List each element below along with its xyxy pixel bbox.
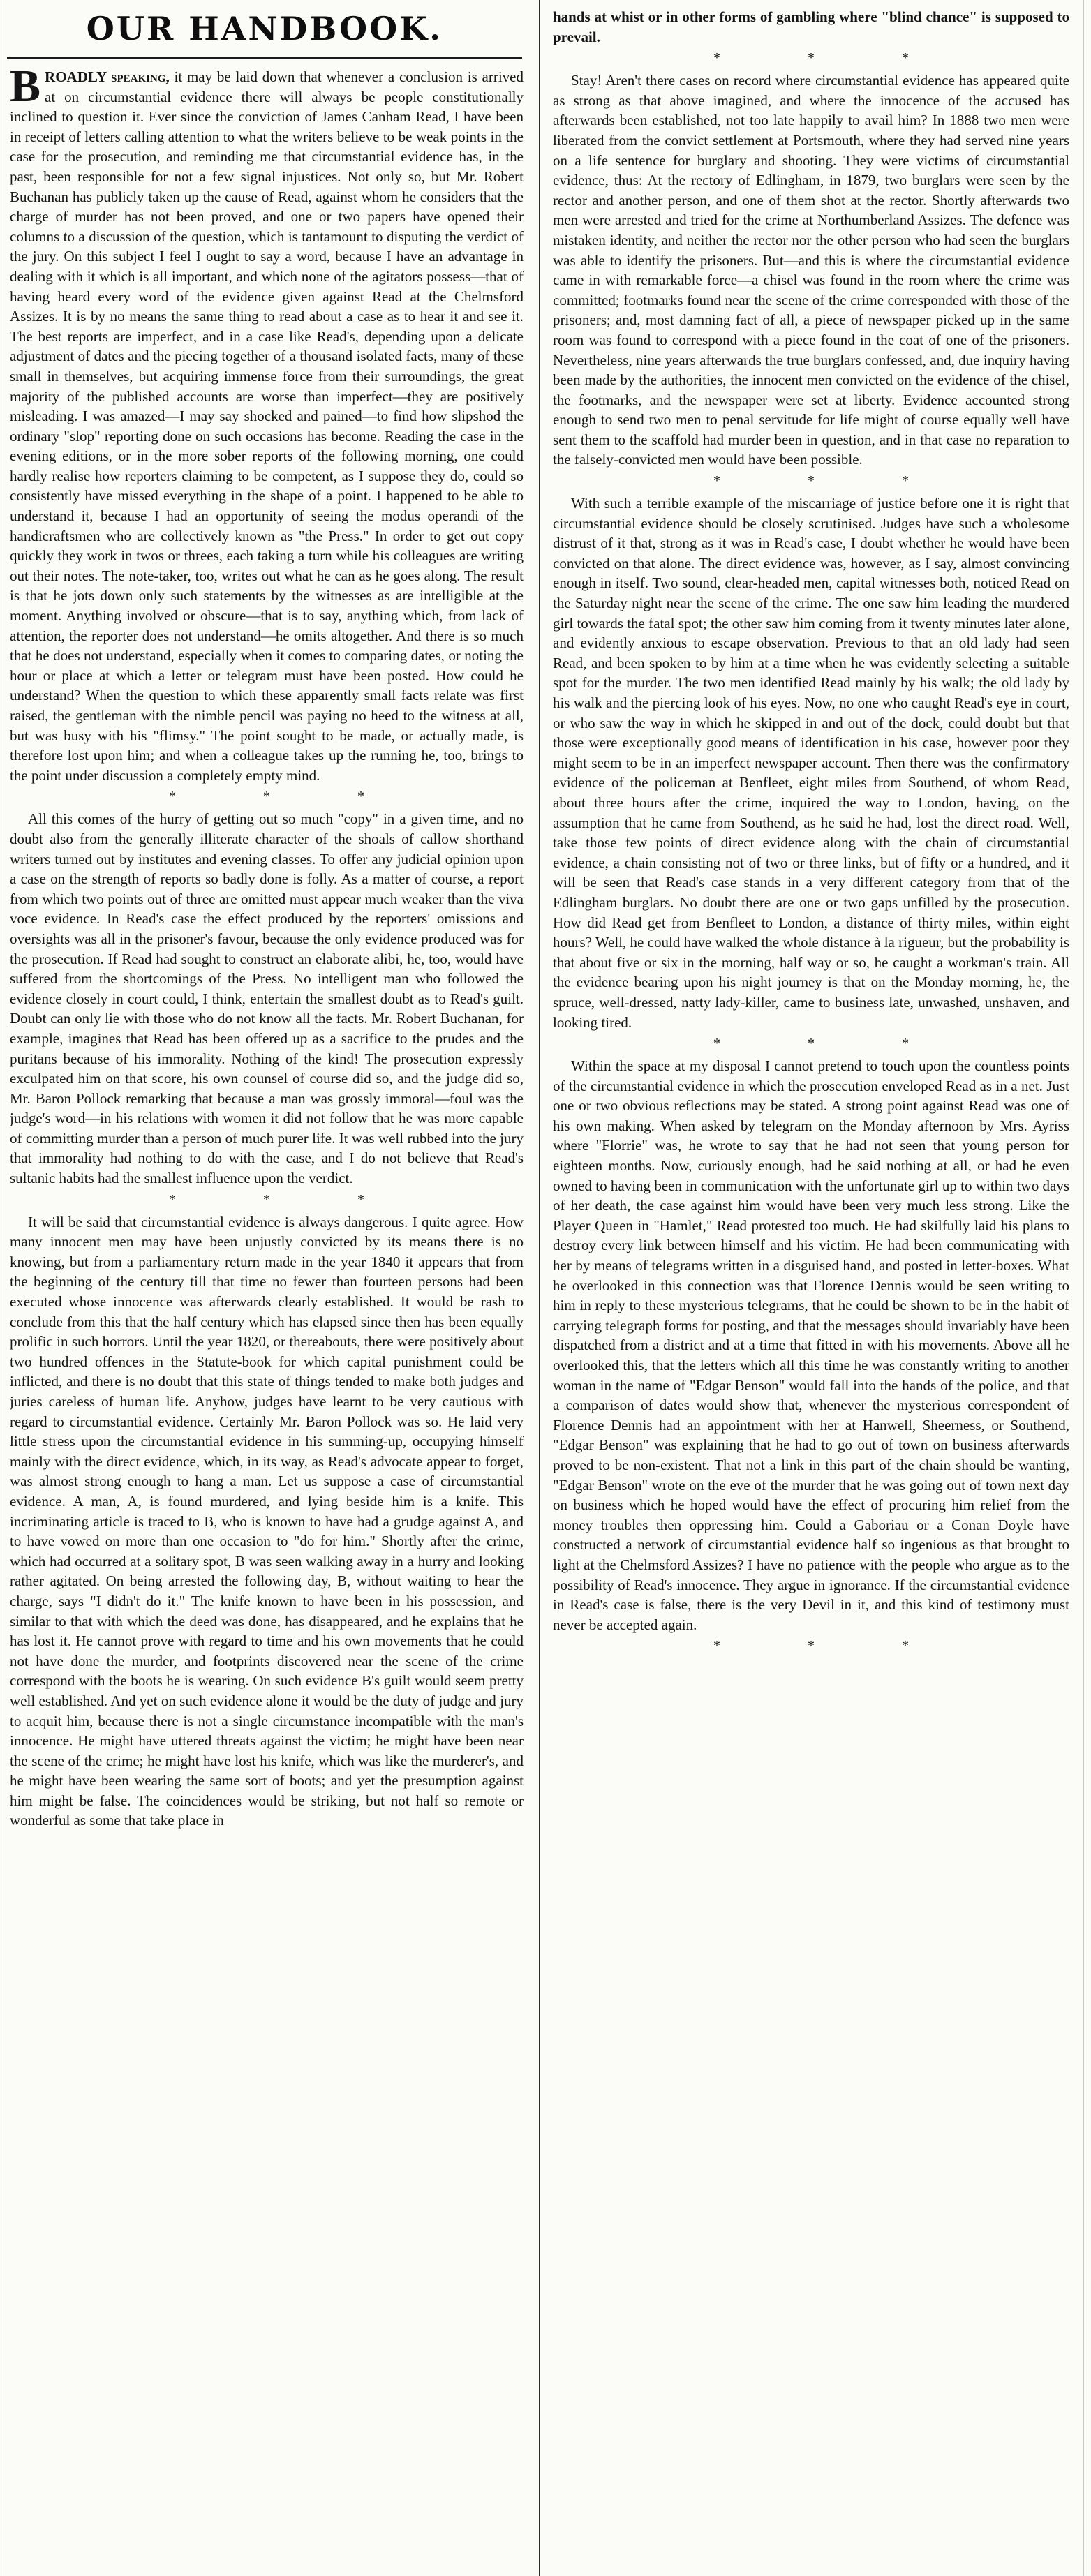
paragraph-1-body: it may be laid down that whenever a conclusion is arrived at on circumstantial evidence there will always be people constitutionally inclined to question it. Ever since the conviction of James Canham Read, I have been in receipt of letters calling attention to what the writers believe to be weak points in the case for the prosecution, and reminding me that circumstantial evidence has, in the past, been responsible for not a few signal injustices. Not only so, but Mr. Robert Buchanan has publicly taken up the cause of Read, against whom he considers that the charge of murder has not been proved, and one or two papers have opened their columns to a discussion of the question, which is tantamount to disputing the verdict of the jury. On this subject I feel I ought to say a word, because I have an advantage in dealing with it which is all important, and which none of the agitators possess—that of having heard every word of the evidence given against Read at the Chelmsford Assizes. It is by no means the same thing to read about a case as to hear it and see it. The best reports are imperfect, and in a case like Read's, depending upon a delicate adjustment of dates and the piecing together of a thousand isolated facts, many of these small in themselves, but acquiring immense force from their surroundings, the great majority of the published accounts are worse than imperfect—they are positively misleading. I was amazed—I may say shocked and pained—to find how slipshod the ordinary "slop" reporting done on such occasions has become. Reading the case in the evening editions, or in the more sober reports of the following morning, one could hardly realise how reporters claiming to be competent, as I suppose they do, could so consistently have missed everything in the shape of a point. I happened to be able to understand it, because I had an opportunity of seeing the modus operandi of the handicraftsmen who are collectively known as "the Press." In order to get out copy quickly they work in twos or threes, each taking a turn while his colleagues are writing out their notes. The note-taker, too, writes out what he can as he goes along. The result is that he jots down only such statements by the witnesses as are intelligible at the moment. Anything involved or obscure—that is to say, anything which, from lack of attention, the reporter does not understand—he omits altogether. And there is so much that he does not understand, especially when it comes to comparing dates, or noting the hour or place at which a letter or telegram must have been posted. How could he understand? When the question to which these apparently small facts relate was first raised, the gentleman with the nimble pencil was paying no heed to the witness at all, but was busy with his "flimsy." The point sought to be made, or actually made, is therefore lost upon him; and when a colleague takes up the running he, too, brings to the point under discussion a completely empty mind. [10,68,524,784]
paragraph-6: Within the space at my disposal I cannot pretend to touch upon the countless points of the circumstantial evidence in which the prosecution enveloped Read as in a net. Just one or two obvious reflections may be stated. A strong point against Read was one of his own making. When asked by telegram on the Monday afternoon by Mrs. Ayriss where "Florrie" was, he wrote to say that he had not seen that young person for eighteen months. Now, curiously enough, had he said nothing at all, or had he even owned to having been in communication with the unfortunate girl up to within two days of her death, the case against him would have been very much less strong. Like the Player Queen in "Hamlet," Read protested too much. He had skilfully laid his plans to destroy every link between himself and his victim. He had been communicating with her by means of telegrams written in a disguised hand, and posted in letter-boxes. What he overlooked in this connection was that Florence Dennis would be seen writing to him in reply to these mysterious telegrams, that he could be shown to be in the habit of carrying telegraph forms for posting, and that the messages should invariably have been dispatched from a district and at a time that fitted in with his movements. Above all he overlooked this, that the letters which all this time he was constantly writing to another woman in the name of "Edgar Benson" would fall into the hands of the police, and that a comparison of dates would show that, whenever the mysterious correspondent of Florence Dennis had an appointment with her at Hanwell, Sheerness, or Southend, "Edgar Benson" was explaining that he had to go out of town on business afterwards proved to be non-existent. That not a link in this part of the chain should be wanting, "Edgar Benson" wrote on the eve of the murder that he was going out of town next day on business which he hoped would have the effect of procuring him relief from the money troubles then oppressing him. Could a Gaboriau or a Conan Doyle have constructed a network of circumstantial evidence half so ingenious as that brought to light at the Chelmsford Assizes? I have no patience with the people who argue as to the possibility of Read's innocence. They argue in ignorance. If the circumstantial evidence in Read's case is false, there is the very Devil in it, and this kind of testimony must never be accepted again. [553,1057,1069,1633]
page-title: OUR HANDBOOK. [86,10,443,47]
paragraph-2: All this comes of the hurry of getting out so much "copy" in a given time, and no doubt also from the generally illiterate character of the shoals of callow shorthand writers turned out by institutes and evening classes. To offer any judicial opinion upon a case on the strength of reports so badly done is folly. As a matter of course, a report from which two points out of three are omitted must appear much weaker than the viva voce evidence. In Read's case the effect produced by the reporters' omissions and oversights was all in the prisoner's favour, because the only evidence produced was for the prosecution. If Read had sought to construct an elaborate alibi, he, too, would have suffered from the shortcomings of the Press. No intelligent man who followed the evidence closely in court could, I think, entertain the smallest doubt as to Read's guilt. Doubt can only lie with those who do not know all the facts. Mr. Robert Buchanan, for example, imagines that Read has been offered up as a sacrifice to the prudes and the puritans because of his immorality. Nothing of the kind! The prosecution expressly exculpated him on that score, his own counsel of course did so, and the judge did so, Mr. Baron Pollock remarking that because a man was grossly immoral—foul was the judge's word—in his relations with women it did not follow that he was more capable of committing murder than a person of much purer life. It was well rubbed into the jury that immorality had nothing to do with the case, and I do not believe that Read's sultanic habits had the smallest influence upon the verdict. [10,810,524,1187]
right-column [553,7,1069,2572]
section-separator-5: * * * [713,1036,951,1052]
paragraph-1 [10,67,524,785]
paragraph-5: With such a terrible example of the miscarriage of justice before one it is right that circumstantial evidence should be closely scrutinised. Judges have such a wholesome distrust of it that, strong as it was in Read's case, I doubt whether he would have been convicted on that alone. The direct evidence was, however, as I say, almost convincing enough in itself. Two sound, clear-headed men, capital witnesses both, noticed Read on the Saturday night near the scene of the crime. The one saw him leading the murdered girl towards the fatal spot; the other saw him coming from it twenty minutes later alone, and evidently anxious to escape observation. Previous to that an old lady had seen Read, and been spoken to by him at a time when he was evidently selecting a suitable spot for the murder. The two men identified Read mainly by his walk; the old lady by his walk and the piercing look of his eyes. Now, no one who caught Read's eye in court, or who saw the way in which he skipped in and out of the dock, could doubt but that those were exceptionally good means of identification in his case, however poor they might seem to be in an imperfect newspaper account. Then there was the confirmatory evidence of the policeman at Benfleet, eight miles from Southend, of whom Read, about three hours after the crime, inquired the way to London, having, on the assumption that he came from Southend, as he said he had, lost the direct road. Well, take those few points of direct evidence along with the chain of circumstantial evidence, a chain consisting not of two or three links, but of fifty or a hundred, and it will be seen that Read's case stands in a very different category from that of the Edlingham burglars. No doubt there are one or two gaps unfilled by the prosecution. How did Read get from Benfleet to London, a distance of thirty miles, within eight hours? Well, he could have walked the whole distance à la rigueur, but the probability is that about five or six in the morning, half way or so, he caught a workman's train. All the evidence bearing upon his night journey is that on the Monday morning, he, the spruce, well-dressed, natty lady-killer, came to business late, unwashed, unshaven, and looking tired. [553,495,1069,1031]
section-separator-3: * * * [713,50,951,66]
paragraph-3: It will be said that circumstantial evidence is always dangerous. I quite agree. How many innocent men may have been unjustly convicted by its means there is no knowing, but from a parliamentary return made in the year 1840 it appears that from the beginning of the century till that time no fewer than fourteen persons had been executed whose innocence was afterwards clearly established. It would be rash to conclude from this that the half century which has elapsed since then has been equally prolific in such horrors. Until the year 1820, or thereabouts, there were positively about two hundred offences in the Statute-book for which capital punishment could be inflicted, and there is no doubt that this state of things tended to make both judges and juries careless of human life. Anyhow, judges have learnt to be very cautious with regard to circumstantial evidence. Certainly Mr. Baron Pollock was so. He laid very little stress upon the circumstantial evidence in his summing-up, occupying himself mainly with the direct evidence, which, in its way, as Read's advocate appear to forget, was almost strong enough to hang a man. Let us suppose a case of circumstantial evidence. A man, A, is found murdered, and lying beside him is a knife. This incriminating article is traced to B, who is known to have had a grudge against A, and to have vowed on more than one occasion to "do for him." Shortly after the crime, which had occurred at a solitary spot, B was seen walking away in a hurry and looking rather agitated. On being arrested the following day, B, without waiting to hear the charge, says "I didn't do it." The knife known to have been in his possession, and similar to that with which the deed was done, has disappeared, and he explains that he has lost it. He cannot prove with regard to time and his own movements that he could not have done the murder, and footprints discovered near the scene of the crime correspond with the boots he is wearing. On such evidence B's guilt would seem pretty well established. And yet on such evidence alone it would be the duty of judge and jury to acquit him, because there is not a single circumstance incompatible with the man's innocence. He might have uttered threats against the victim; he might have been near the scene of the crime; he might have lost his knife, which was like the murderer's, and he might have been wearing the same sort of boots; and yet the presumption against him might be false. The coincidences would be striking, but not half so remote or wonderful as some that take place in [10,1213,524,1829]
outer-rule-right [1083,0,1084,2576]
section-separator-2: * * * [169,1191,406,1207]
title-rule [7,57,522,59]
paragraph-1-lead: ROADLY speaking, [45,68,170,85]
section-separator-6: * * * [713,1638,951,1654]
column-divider [539,0,540,2576]
paragraph-continued: hands at whist or in other forms of gambling where "blind chance" is supposed to prevail. [553,8,1069,45]
drop-cap: B [10,67,41,112]
paragraph-4: Stay! Aren't there cases on record where circumstantial evidence has appeared quite as strong as that above imagined, and where the innocence of the accused has afterwards been established, not too late happily to avail him? In 1888 two men were liberated from the convict settlement at Portsmouth, where they had served nine years on a life sentence for burglary and shooting. They were victims of circumstantial evidence, thus: At the rectory of Edlingham, in 1879, two burglars were seen by the rector and another person, and one of them shot at the rector. Shortly afterwards two men were arrested and tried for the crime at Northumberland Assizes. The defence was mistaken identity, and neither the rector nor the other person who had seen the burglars was able to identify the prisoners. But—and this is where the circumstantial evidence came in with remarkable force—a chisel was found in the room where the crime was committed; footmarks found near the scene of the crime corresponded with those of the prisoners; and, most damning fact of all, a piece of newspaper picked up in the same room was found to correspond with a piece found in the coat of one of the prisoners. Nevertheless, nine years afterwards the true burglars confessed, and, due inquiry having been made by the authorities, the innocent men convicted on the evidence of the chisel, the footmarks, and the newspaper were set at liberty. Evidence accounted strong enough to send two men to penal servitude for life might of course equally well have sent them to the scaffold had murder been in question, and in that case no reparation to the falsely-convicted men would have been possible. [553,72,1069,468]
section-separator-1: * * * [169,789,406,805]
section-separator-4: * * * [713,473,951,489]
left-column [10,67,524,2566]
